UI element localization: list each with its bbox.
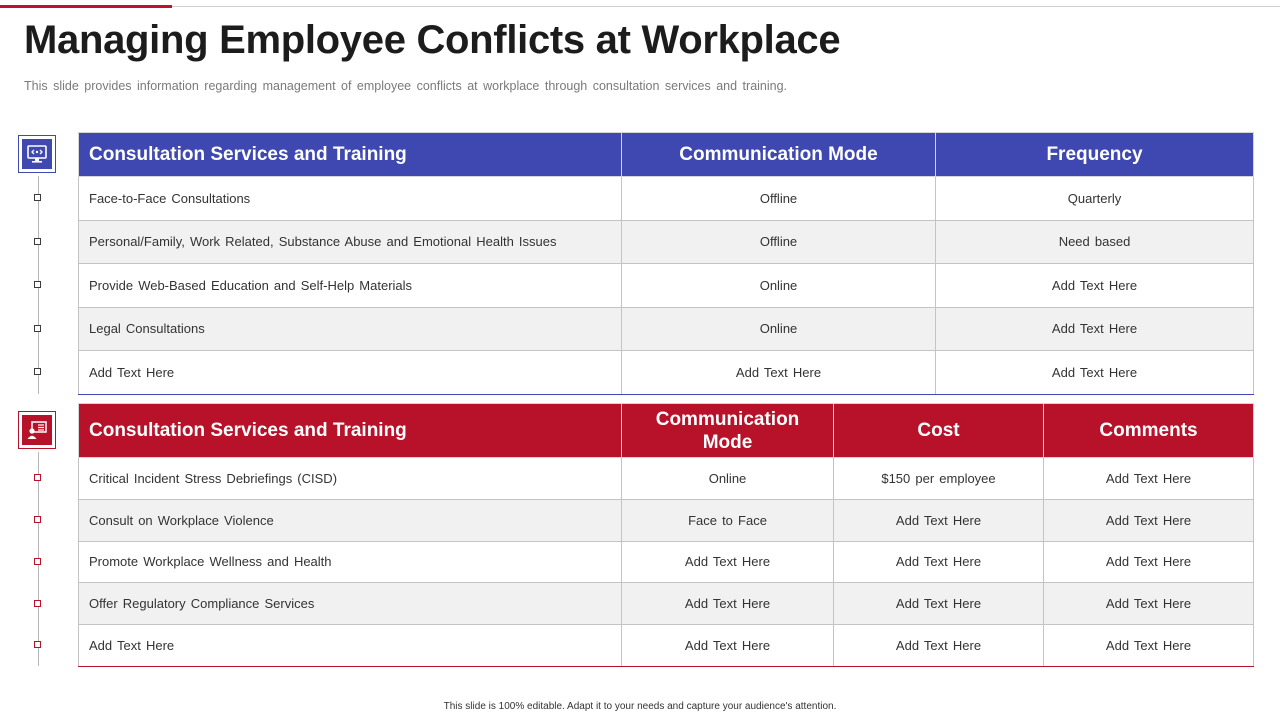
table-cell: Add Text Here [622, 583, 834, 625]
presentation-screen-icon [18, 411, 56, 449]
column-header: Frequency [936, 133, 1254, 177]
table-cell: Add Text Here [622, 541, 834, 583]
table-cell: Add Text Here [936, 264, 1254, 308]
row-bullet [34, 368, 41, 375]
footer-note: This slide is 100% editable. Adapt it to your needs and capture your audience's attention. [443, 701, 837, 712]
table-cell: Add Text Here [1044, 541, 1254, 583]
table-row [79, 541, 1254, 583]
column-header: Communication Mode [622, 404, 834, 458]
table-cell: Add Text Here [1044, 499, 1254, 541]
table-cell: $150 per employee [834, 458, 1044, 500]
row-bullet [34, 281, 41, 288]
top-divider-line [0, 6, 1280, 7]
table-cell: Need based [936, 220, 1254, 264]
row-bullet [34, 641, 41, 648]
table-cell: Consult on Workplace Violence [79, 499, 622, 541]
table-row [79, 351, 1254, 395]
table-header-row [79, 133, 1254, 177]
table-row [79, 458, 1254, 500]
row-bullet [34, 558, 41, 565]
table-cell: Add Text Here [622, 625, 834, 667]
table-cell: Online [622, 307, 936, 351]
table-cell: Promote Workplace Wellness and Health [79, 541, 622, 583]
monitor-icon [18, 135, 56, 173]
column-header: Comments [1044, 404, 1254, 458]
row-bullet [34, 474, 41, 481]
table-row [79, 625, 1254, 667]
table-cell: Face to Face [622, 499, 834, 541]
consultation-cost-table [78, 403, 1254, 667]
table-row [79, 307, 1254, 351]
table-cell: Add Text Here [79, 351, 622, 395]
table-row [79, 264, 1254, 308]
column-header: Consultation Services and Training [79, 133, 622, 177]
table-row [79, 583, 1254, 625]
slide-subtitle: This slide provides information regarding management of employee conflicts at workplace through consultation services and training. [24, 79, 788, 93]
row-bullet [34, 600, 41, 607]
table-cell: Add Text Here [936, 351, 1254, 395]
table-cell: Add Text Here [936, 307, 1254, 351]
table-cell: Legal Consultations [79, 307, 622, 351]
table-row [79, 177, 1254, 221]
table-cell: Add Text Here [79, 625, 622, 667]
table-cell: Online [622, 458, 834, 500]
table-cell: Provide Web-Based Education and Self-Help Materials [79, 264, 622, 308]
table-header-row [79, 404, 1254, 458]
column-header: Communication Mode [622, 133, 936, 177]
table-cell: Face-to-Face Consultations [79, 177, 622, 221]
slide-title: Managing Employee Conflicts at Workplace [24, 18, 841, 62]
table-cell: Add Text Here [1044, 583, 1254, 625]
table-cell: Add Text Here [834, 499, 1044, 541]
table-row [79, 499, 1254, 541]
table-cell: Add Text Here [1044, 625, 1254, 667]
table-row [79, 220, 1254, 264]
table-cell: Add Text Here [1044, 458, 1254, 500]
table-cell: Personal/Family, Work Related, Substance Abuse and Emotional Health Issues [79, 220, 622, 264]
table-cell: Offer Regulatory Compliance Services [79, 583, 622, 625]
row-bullet [34, 238, 41, 245]
table-cell: Offline [622, 177, 936, 221]
table-cell: Online [622, 264, 936, 308]
consultation-frequency-table [78, 132, 1254, 395]
table-cell: Add Text Here [834, 583, 1044, 625]
table-cell: Add Text Here [834, 541, 1044, 583]
table-cell: Offline [622, 220, 936, 264]
column-header: Cost [834, 404, 1044, 458]
table-cell: Add Text Here [622, 351, 936, 395]
row-bullet [34, 516, 41, 523]
table-cell: Critical Incident Stress Debriefings (CISD) [79, 458, 622, 500]
table-cell: Quarterly [936, 177, 1254, 221]
table-cell: Add Text Here [834, 625, 1044, 667]
row-bullet [34, 325, 41, 332]
row-bullet [34, 194, 41, 201]
column-header: Consultation Services and Training [79, 404, 622, 458]
top-accent-bar [0, 5, 172, 8]
